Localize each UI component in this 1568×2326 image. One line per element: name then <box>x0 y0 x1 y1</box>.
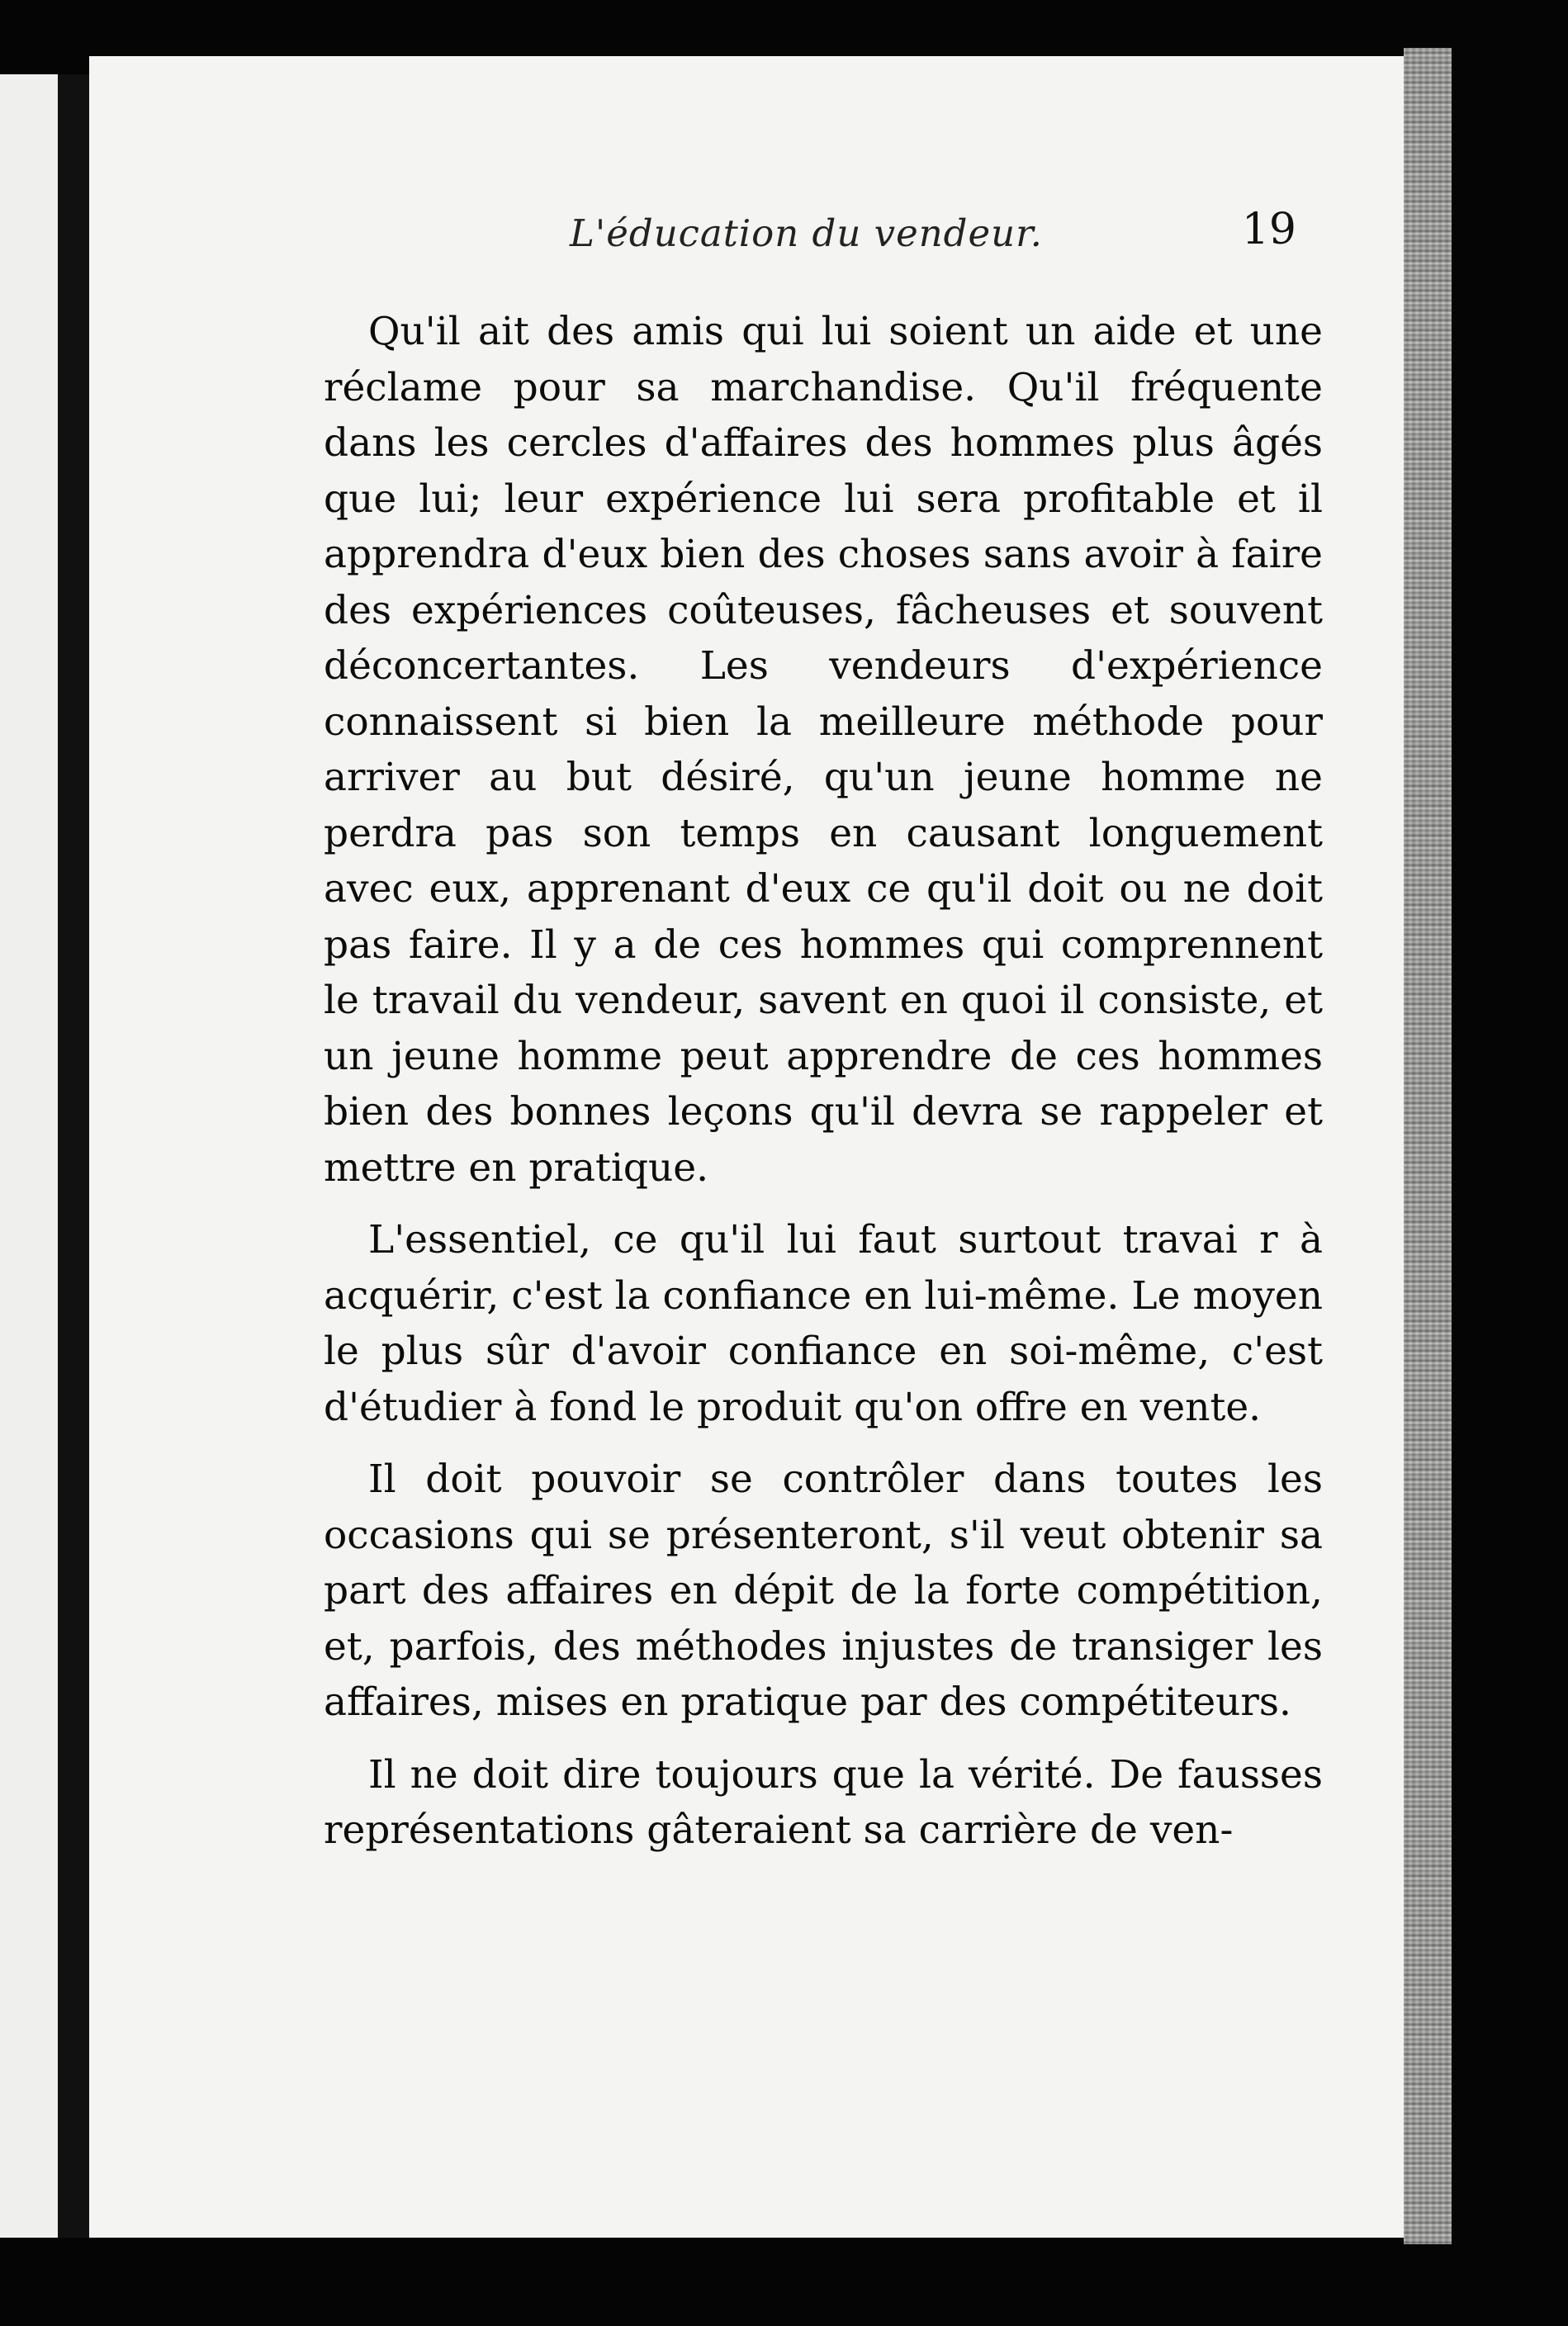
body-text <box>324 304 1323 1859</box>
paragraph: Il doit pouvoir se contrôler dans toutes les occasions qui se présenteront, s'il veut obtenir sa part des affaires en dépit de la forte compétition, et, parfois, des méthodes injustes de transiger les affaires, mises en pratique par des compétiteurs. <box>324 1457 1323 1725</box>
page-number: 19 <box>1241 205 1296 254</box>
paragraph: L'essentiel, ce qu'il lui faut surtout travai r à acquérir, c'est la confiance en lui-même. Le moyen le plus sûr d'avoir confiance en soi-même, c'est d'étudier à fond le produit qu'on offre en vente. <box>324 1217 1323 1430</box>
running-title: L'éducation du vendeur. <box>570 211 1043 255</box>
page-stack-edge-texture <box>1404 48 1452 2244</box>
paragraph: Il ne doit dire toujours que la vérité. De fausses représentations gâteraient sa carrière de ven- <box>324 1751 1323 1853</box>
paragraph: Qu'il ait des amis qui lui soient un aide et une réclame pour sa marchandise. Qu'il fréquente dans les cercles d'affaires des hommes plus âgés que lui; leur expérience lui sera profitable et il apprendra d'eux bien des choses sans avoir à faire des expériences coûteuses, fâcheuses et souvent déconcertantes. Les vendeurs d'expérience connaissent si bien la meilleure méthode pour arriver au but désiré, qu'un jeune homme ne perdra pas son temps en causant longuement avec eux, apprenant d'eux ce qu'il doit ou ne doit pas faire. Il y a de ces hommes qui comprennent le travail du vendeur, savent en quoi il consiste, et un jeune homme peut apprendre de ces hommes bien des bonnes leçons qu'il devra se rappeler et mettre en pratique. <box>324 309 1323 1191</box>
book-binding-shadow <box>58 74 89 2238</box>
facing-page-edge <box>0 74 58 2238</box>
page-header <box>322 205 1296 271</box>
